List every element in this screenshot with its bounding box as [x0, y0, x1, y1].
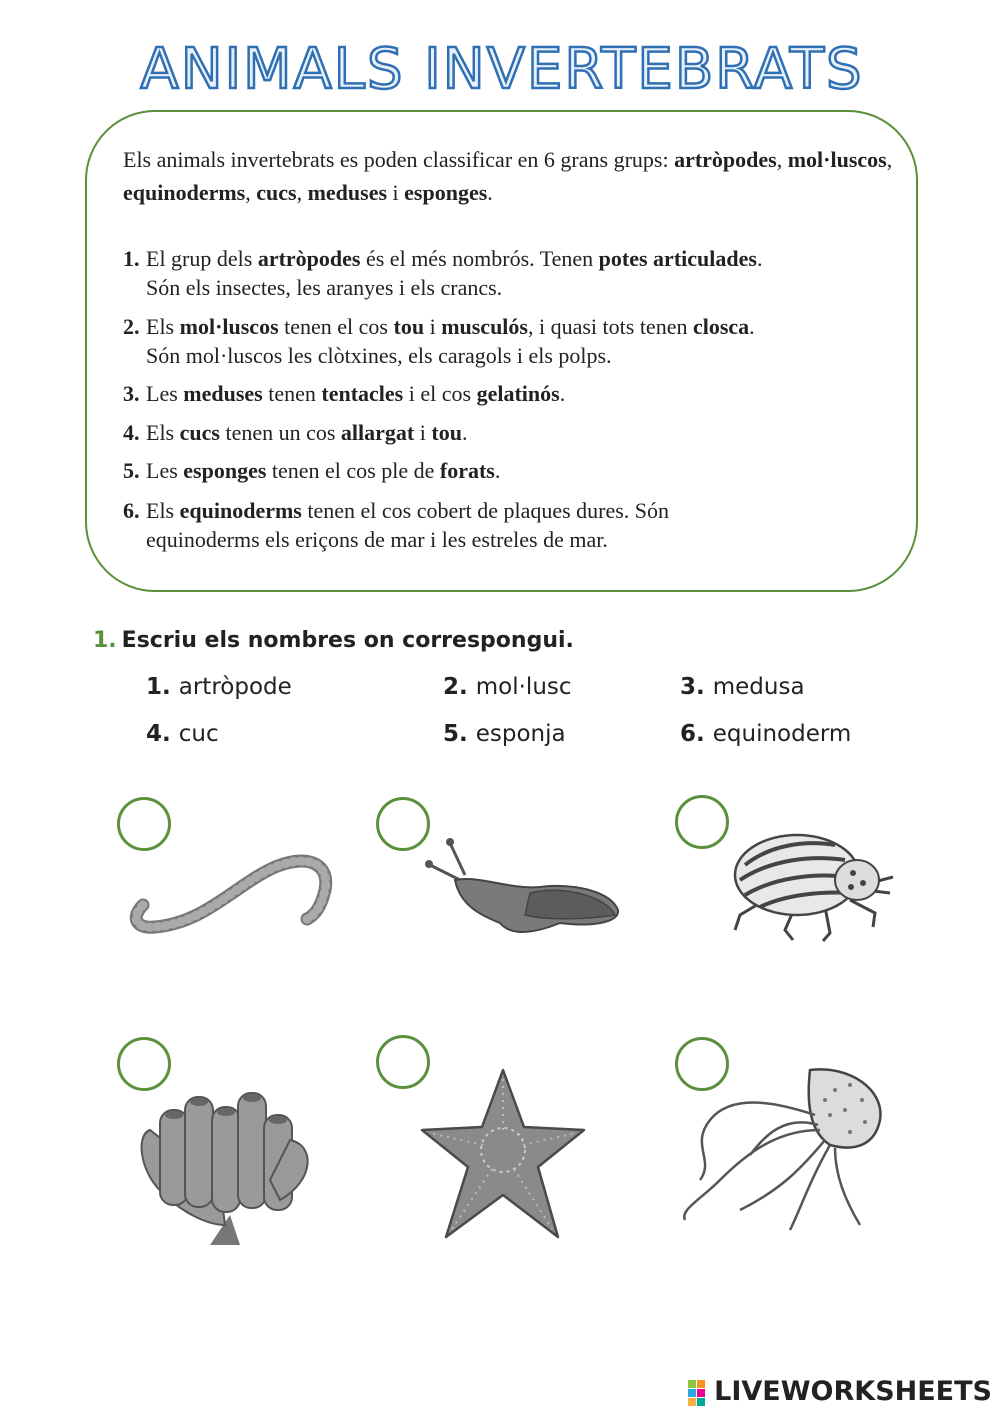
answer-circle-jellyfish[interactable]: [675, 1037, 729, 1091]
footer-brand: [688, 1376, 992, 1407]
exercise-instruction: 1. Escriu els nombres on correspongui.: [93, 628, 574, 653]
info-item-1: 1. El grup dels artròpodes és el més nombrós. Tenen potes articulades. Són els insectes, les aranyes i els crancs.: [123, 246, 763, 300]
answer-circle-starfish[interactable]: [376, 1035, 430, 1089]
answer-circle-worm[interactable]: [117, 797, 171, 851]
option-5: 5. esponja: [443, 721, 566, 747]
info-item-3: 3. Les meduses tenen tentacles i el cos gelatinós.: [123, 381, 566, 406]
option-1: 1. artròpode: [146, 674, 292, 700]
beetle-image: [725, 815, 900, 945]
starfish-image: [418, 1065, 588, 1245]
worm-image: [125, 845, 340, 935]
intro-text: Els animals invertebrats es poden classificar en 6 grans grups: artròpodes, mol·luscos, equinoderms, cucs, meduses i esponges.: [123, 147, 893, 205]
sponge-image: [130, 1085, 320, 1250]
info-item-5: 5. Les esponges tenen el cos ple de forats.: [123, 458, 501, 483]
option-2: 2. mol·lusc: [443, 674, 572, 700]
option-4: 4. cuc: [146, 721, 219, 747]
answer-circle-sponge[interactable]: [117, 1037, 171, 1091]
info-item-2: 2. Els mol·luscos tenen el cos tou i musculós, i quasi tots tenen closca. Són mol·luscos les clòtxines, els caragols i els polps.: [123, 314, 755, 368]
option-3: 3. medusa: [680, 674, 805, 700]
answer-circle-snail[interactable]: [376, 797, 430, 851]
page-title-text: ANIMALS INVERTEBRATS: [140, 37, 864, 102]
liveworksheets-logo-icon: [688, 1378, 714, 1406]
page-title: [0, 30, 1000, 110]
info-item-4: 4. Els cucs tenen un cos allargat i tou.: [123, 420, 468, 445]
footer-brand-text: LIVEWORKSHEETS: [714, 1376, 992, 1407]
snail-image: [420, 835, 625, 945]
option-6: 6. equinoderm: [680, 721, 852, 747]
info-item-6: 6. Els equinoderms tenen el cos cobert de plaques dures. Són equinoderms els eriçons de mar i les estreles de mar.: [123, 498, 670, 552]
answer-circle-beetle[interactable]: [675, 795, 729, 849]
